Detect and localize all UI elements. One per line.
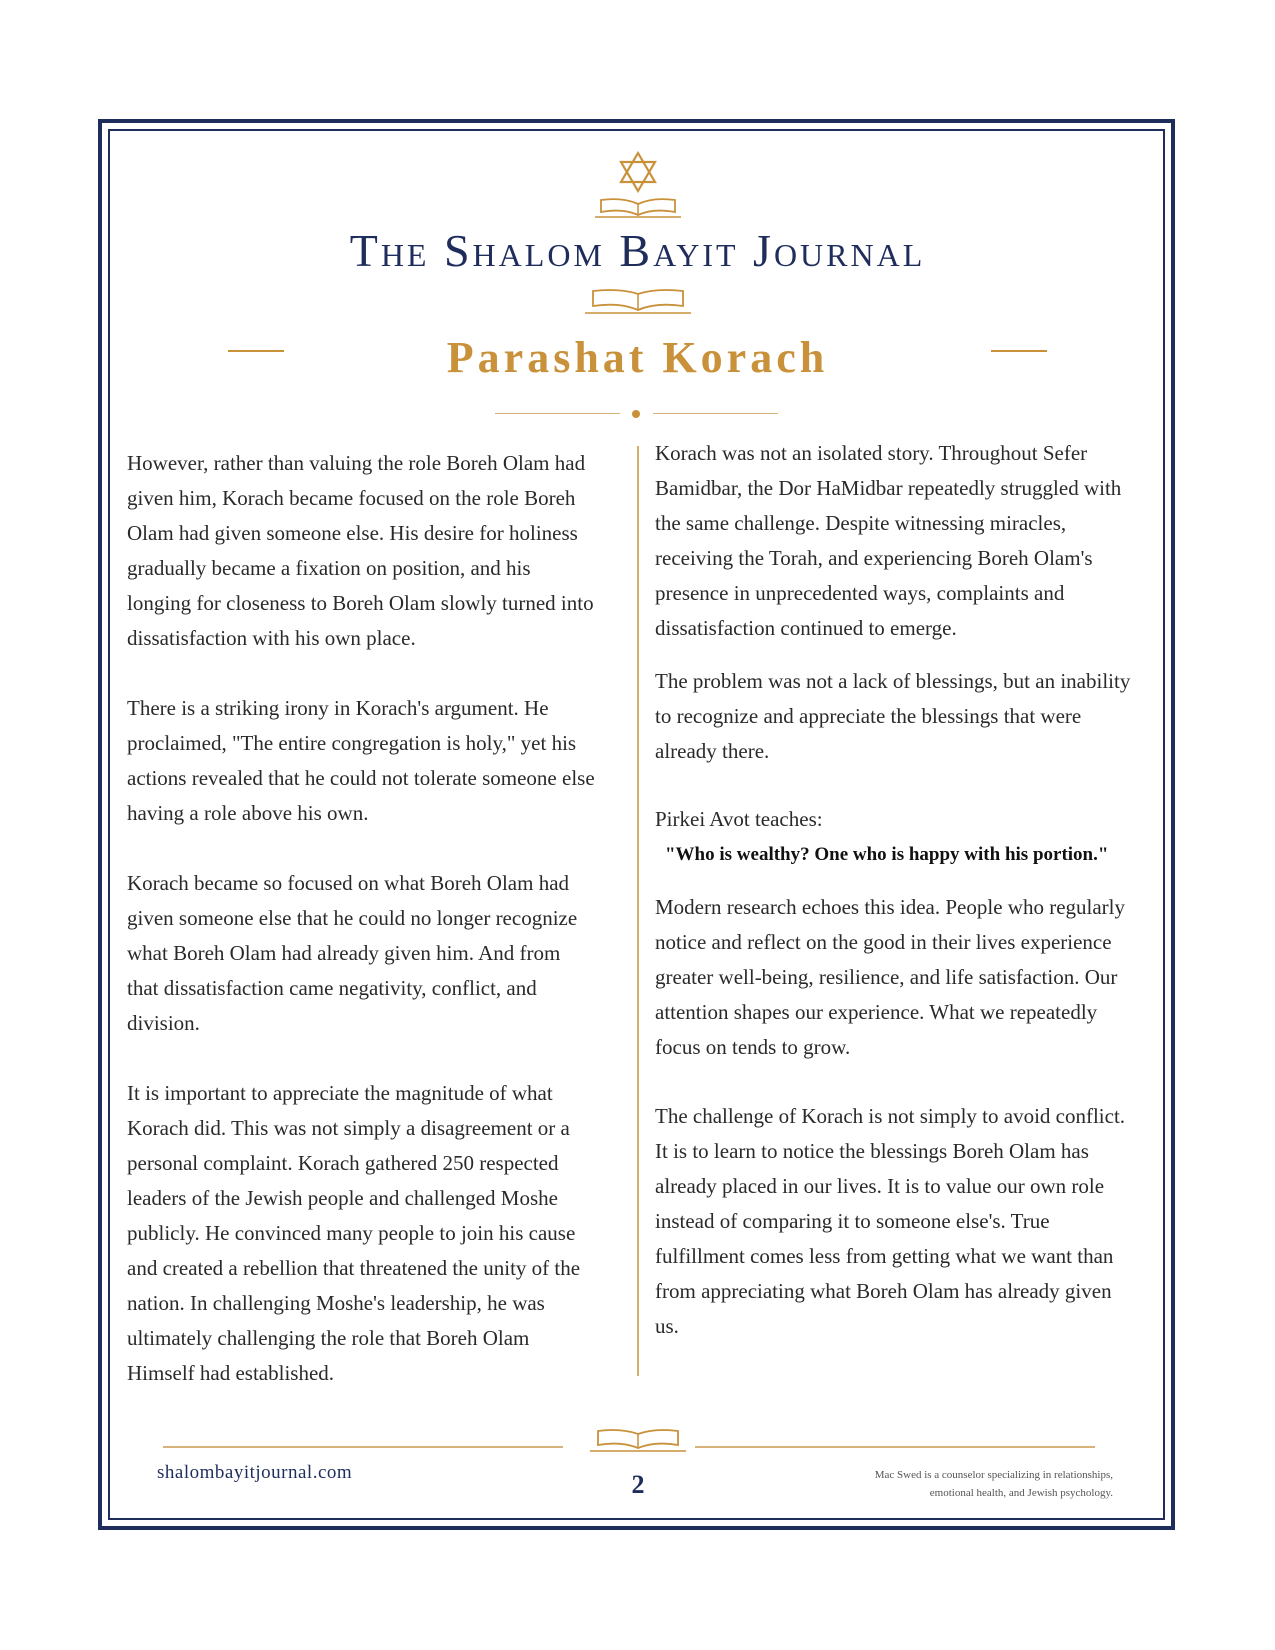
credit-line: emotional health, and Jewish psychology.	[929, 1487, 1113, 1499]
star-of-david-icon	[0, 150, 1275, 194]
open-book-icon	[0, 1428, 1275, 1456]
title-dash-right	[991, 350, 1047, 352]
paragraph: Modern research echoes this idea. People who regularly notice and reflect on the good in their lives experience greater well-being, resilience, and life satisfaction. Our attention shapes our experience. What we repeatedly focus on tends to grow.	[655, 895, 1125, 1059]
open-book-icon	[0, 288, 1275, 318]
paragraph: The problem was not a lack of blessings, but an inability to recognize and appreciate the blessings that were already there.	[655, 669, 1131, 763]
left-column	[127, 446, 597, 1391]
paragraph: The challenge of Korach is not simply to avoid conflict. It is to learn to notice the blessings Boreh Olam has already placed in our lives. It is to value our own role instead of comparing it to someone else's. True fulfillment comes less from getting what we want than from appreciating what Boreh Olam has already given us.	[655, 1104, 1126, 1338]
page-number: 2	[631, 1470, 645, 1499]
title-divider	[495, 409, 780, 419]
pirkei-avot-quote: "Who is wealthy? One who is happy with his portion."	[665, 844, 1109, 865]
right-column	[655, 436, 1140, 1344]
parasha-title: Parashat Korach	[446, 333, 829, 382]
paragraph: Korach became so focused on what Boreh Olam had given someone else that he could no longer recognize what Boreh Olam had already given him. And from that dissatisfaction came negativity, conflict, and division.	[127, 871, 578, 1035]
paragraph: There is a striking irony in Korach's argument. He proclaimed, "The entire congregation is holy," yet his actions revealed that he could not tolerate someone else having a role above his own.	[127, 696, 595, 825]
quote-intro: Pirkei Avot teaches:	[655, 807, 823, 831]
footer-rule-right	[695, 1446, 1095, 1448]
website-link[interactable]: shalombayitjournal.com	[157, 1462, 353, 1483]
credit-line: Mac Swed is a counselor specializing in relationships,	[874, 1469, 1113, 1481]
masthead-title: The Shalom Bayit Journal	[349, 225, 926, 276]
open-book-icon	[0, 196, 1275, 222]
author-credit	[813, 1466, 1113, 1502]
paragraph: It is important to appreciate the magnitude of what Korach did. This was not simply a disagreement or a personal complaint. Korach gathered 250 respected leaders of the Jewish people and challenged Moshe publicly. He convinced many people to join his cause and created a rebellion that threatened the unity of the nation. In challenging Moshe's leadership, he was ultimately challenging the role that Boreh Olam Himself had established.	[127, 1081, 581, 1385]
paragraph: Korach was not an isolated story. Throughout Sefer Bamidbar, the Dor HaMidbar repeatedly struggled with the same challenge. Despite witnessing miracles, receiving the Torah, and experiencing Boreh Olam's presence in unprecedented ways, complaints and dissatisfaction continued to emerge.	[655, 441, 1122, 640]
paragraph: However, rather than valuing the role Boreh Olam had given him, Korach became focused on the role Boreh Olam had given someone else. His desire for holiness gradually became a fixation on position, and his longing for closeness to Boreh Olam slowly turned into dissatisfaction with his own place.	[127, 451, 594, 650]
column-divider	[637, 446, 639, 1376]
